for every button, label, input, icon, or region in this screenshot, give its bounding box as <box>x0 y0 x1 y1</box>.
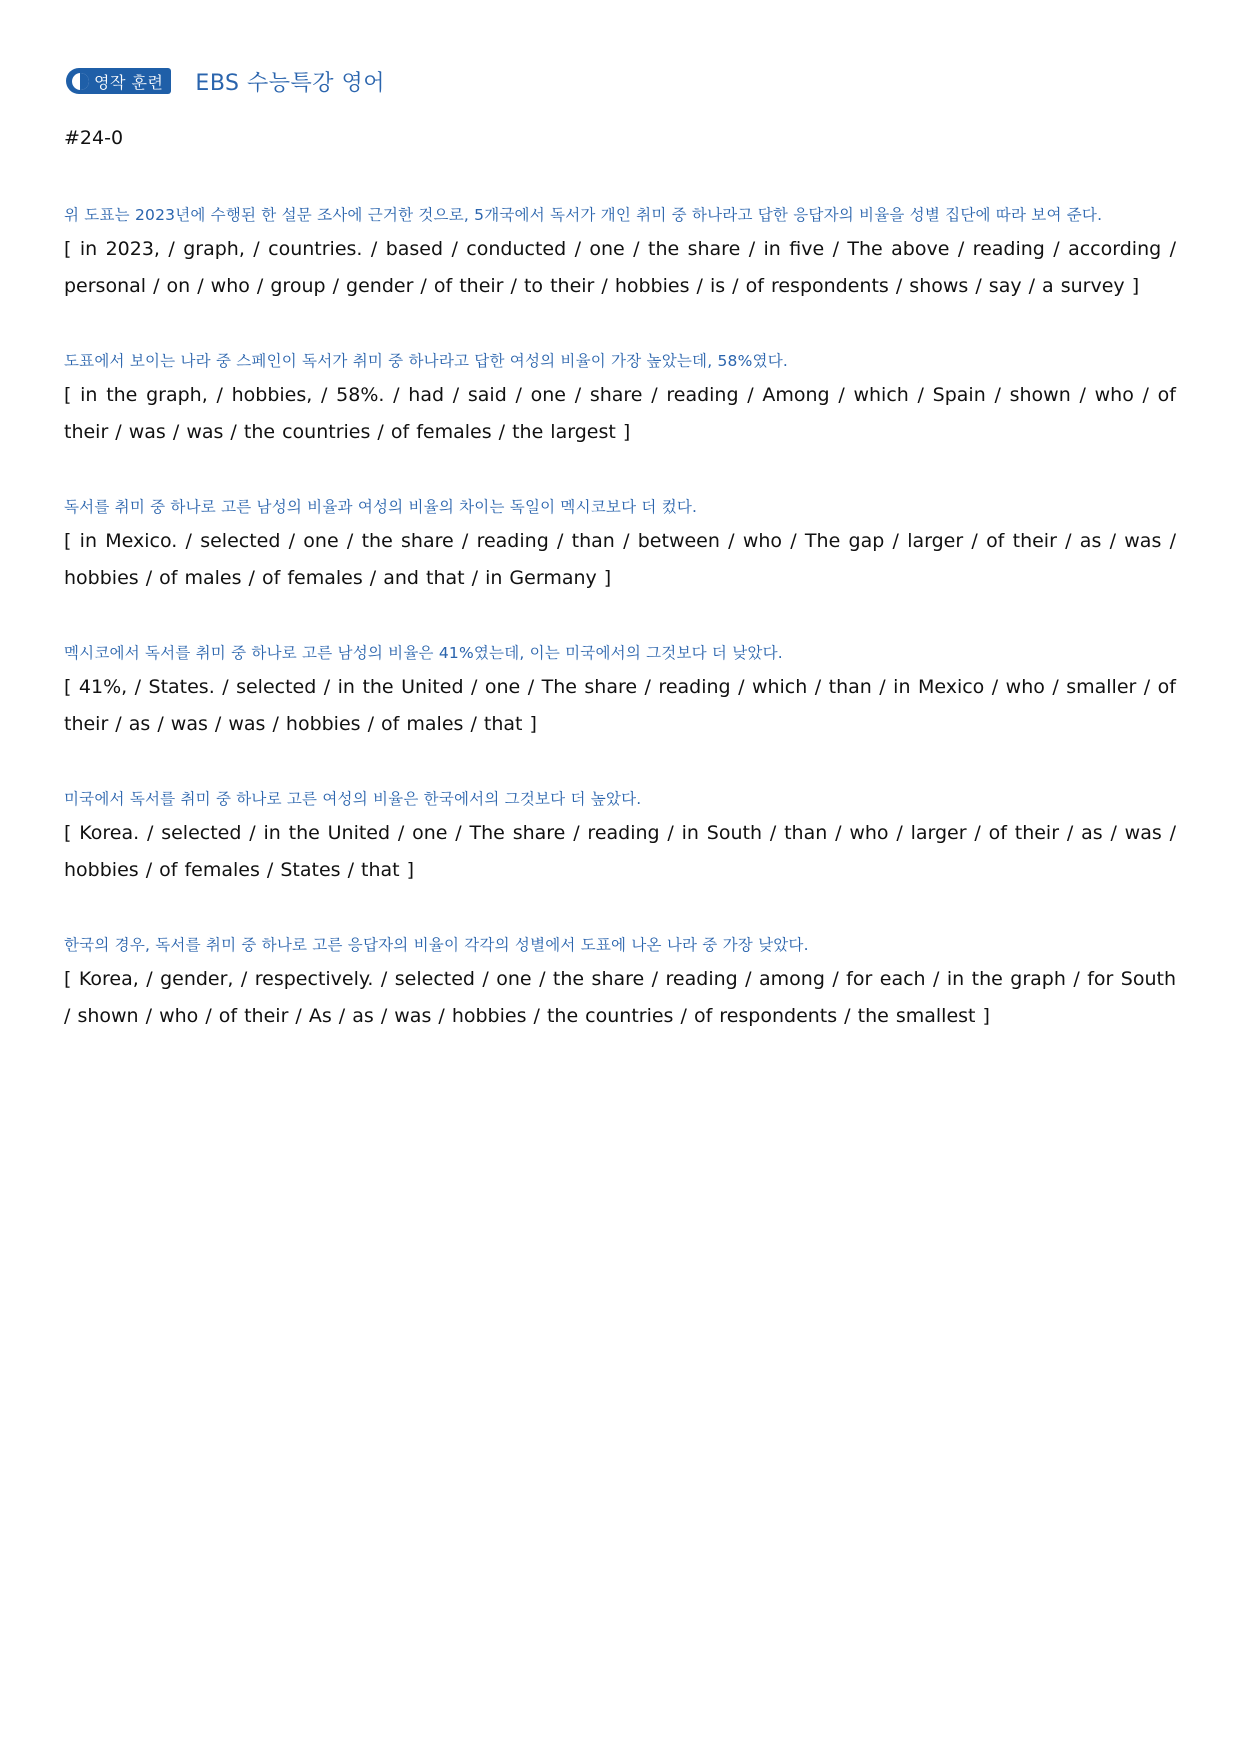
word-bank: [ Korea. / selected / in the United / one / The share / reading / in South / than / who / larger / of their / as / was / hobbies / of females / States / that ] <box>64 822 1176 881</box>
korean-sentence: 위 도표는 2023년에 수행된 한 설문 조사에 근거한 것으로, 5개국에서 독서가 개인 취미 중 하나라고 답한 응답자의 비율을 성별 집단에 따라 보여 준다. <box>64 206 1103 224</box>
korean-sentence: 독서를 취미 중 하나로 고른 남성의 비율과 여성의 비율의 차이는 독일이 멕시코보다 더 컸다. <box>64 498 698 516</box>
word-bank: [ in the graph, / hobbies, / 58%. / had / said / one / share / reading / Among / which / Spain / shown / who / of their / was / was / the countries / of females / the largest ] <box>64 384 1176 443</box>
worksheet-header <box>66 64 385 98</box>
korean-sentence: 한국의 경우, 독서를 취미 중 하나로 고른 응답자의 비율이 각각의 성별에서 도표에 나온 나라 중 가장 낮았다. <box>64 936 809 954</box>
word-bank: [ in 2023, / graph, / countries. / based / conducted / one / the share / in five / The above / reading / according / personal / on / who / group / gender / of their / to their / hobbies / is / of respondents / shows / say / a survey ] <box>64 238 1176 297</box>
problem-code: #24-0 <box>64 127 124 149</box>
exercise-item-6 <box>64 933 1176 1035</box>
word-bank: [ in Mexico. / selected / one / the share / reading / than / between / who / The gap / larger / of their / as / was / hobbies / of males / of females / and that / in Germany ] <box>64 530 1176 589</box>
exercise-item-5 <box>64 787 1176 889</box>
exercise-item-3 <box>64 495 1176 597</box>
korean-sentence: 도표에서 보이는 나라 중 스페인이 독서가 취미 중 하나라고 답한 여성의 비율이 가장 높았는데, 58%였다. <box>64 352 789 370</box>
worksheet-title: EBS 수능특강 영어 <box>195 70 385 96</box>
exercise-item-4 <box>64 641 1176 743</box>
word-bank: [ Korea, / gender, / respectively. / selected / one / the share / reading / among / for each / in the graph / for South / shown / who / of their / As / as / was / hobbies / the countries / of respondents / the smallest ] <box>64 968 1176 1027</box>
exercise-item-1 <box>64 203 1176 305</box>
section-badge <box>66 68 171 94</box>
korean-sentence: 멕시코에서 독서를 취미 중 하나로 고른 남성의 비율은 41%였는데, 이는 미국에서의 그것보다 더 낮았다. <box>64 644 783 662</box>
badge-label: 영작 훈련 <box>94 72 164 92</box>
word-bank: [ 41%, / States. / selected / in the United / one / The share / reading / which / than / in Mexico / who / smaller / of their / as / was / was / hobbies / of males / that ] <box>64 676 1176 735</box>
half-circle-icon <box>72 73 89 90</box>
exercise-item-2 <box>64 349 1176 451</box>
korean-sentence: 미국에서 독서를 취미 중 하나로 고른 여성의 비율은 한국에서의 그것보다 더 높았다. <box>64 790 642 808</box>
